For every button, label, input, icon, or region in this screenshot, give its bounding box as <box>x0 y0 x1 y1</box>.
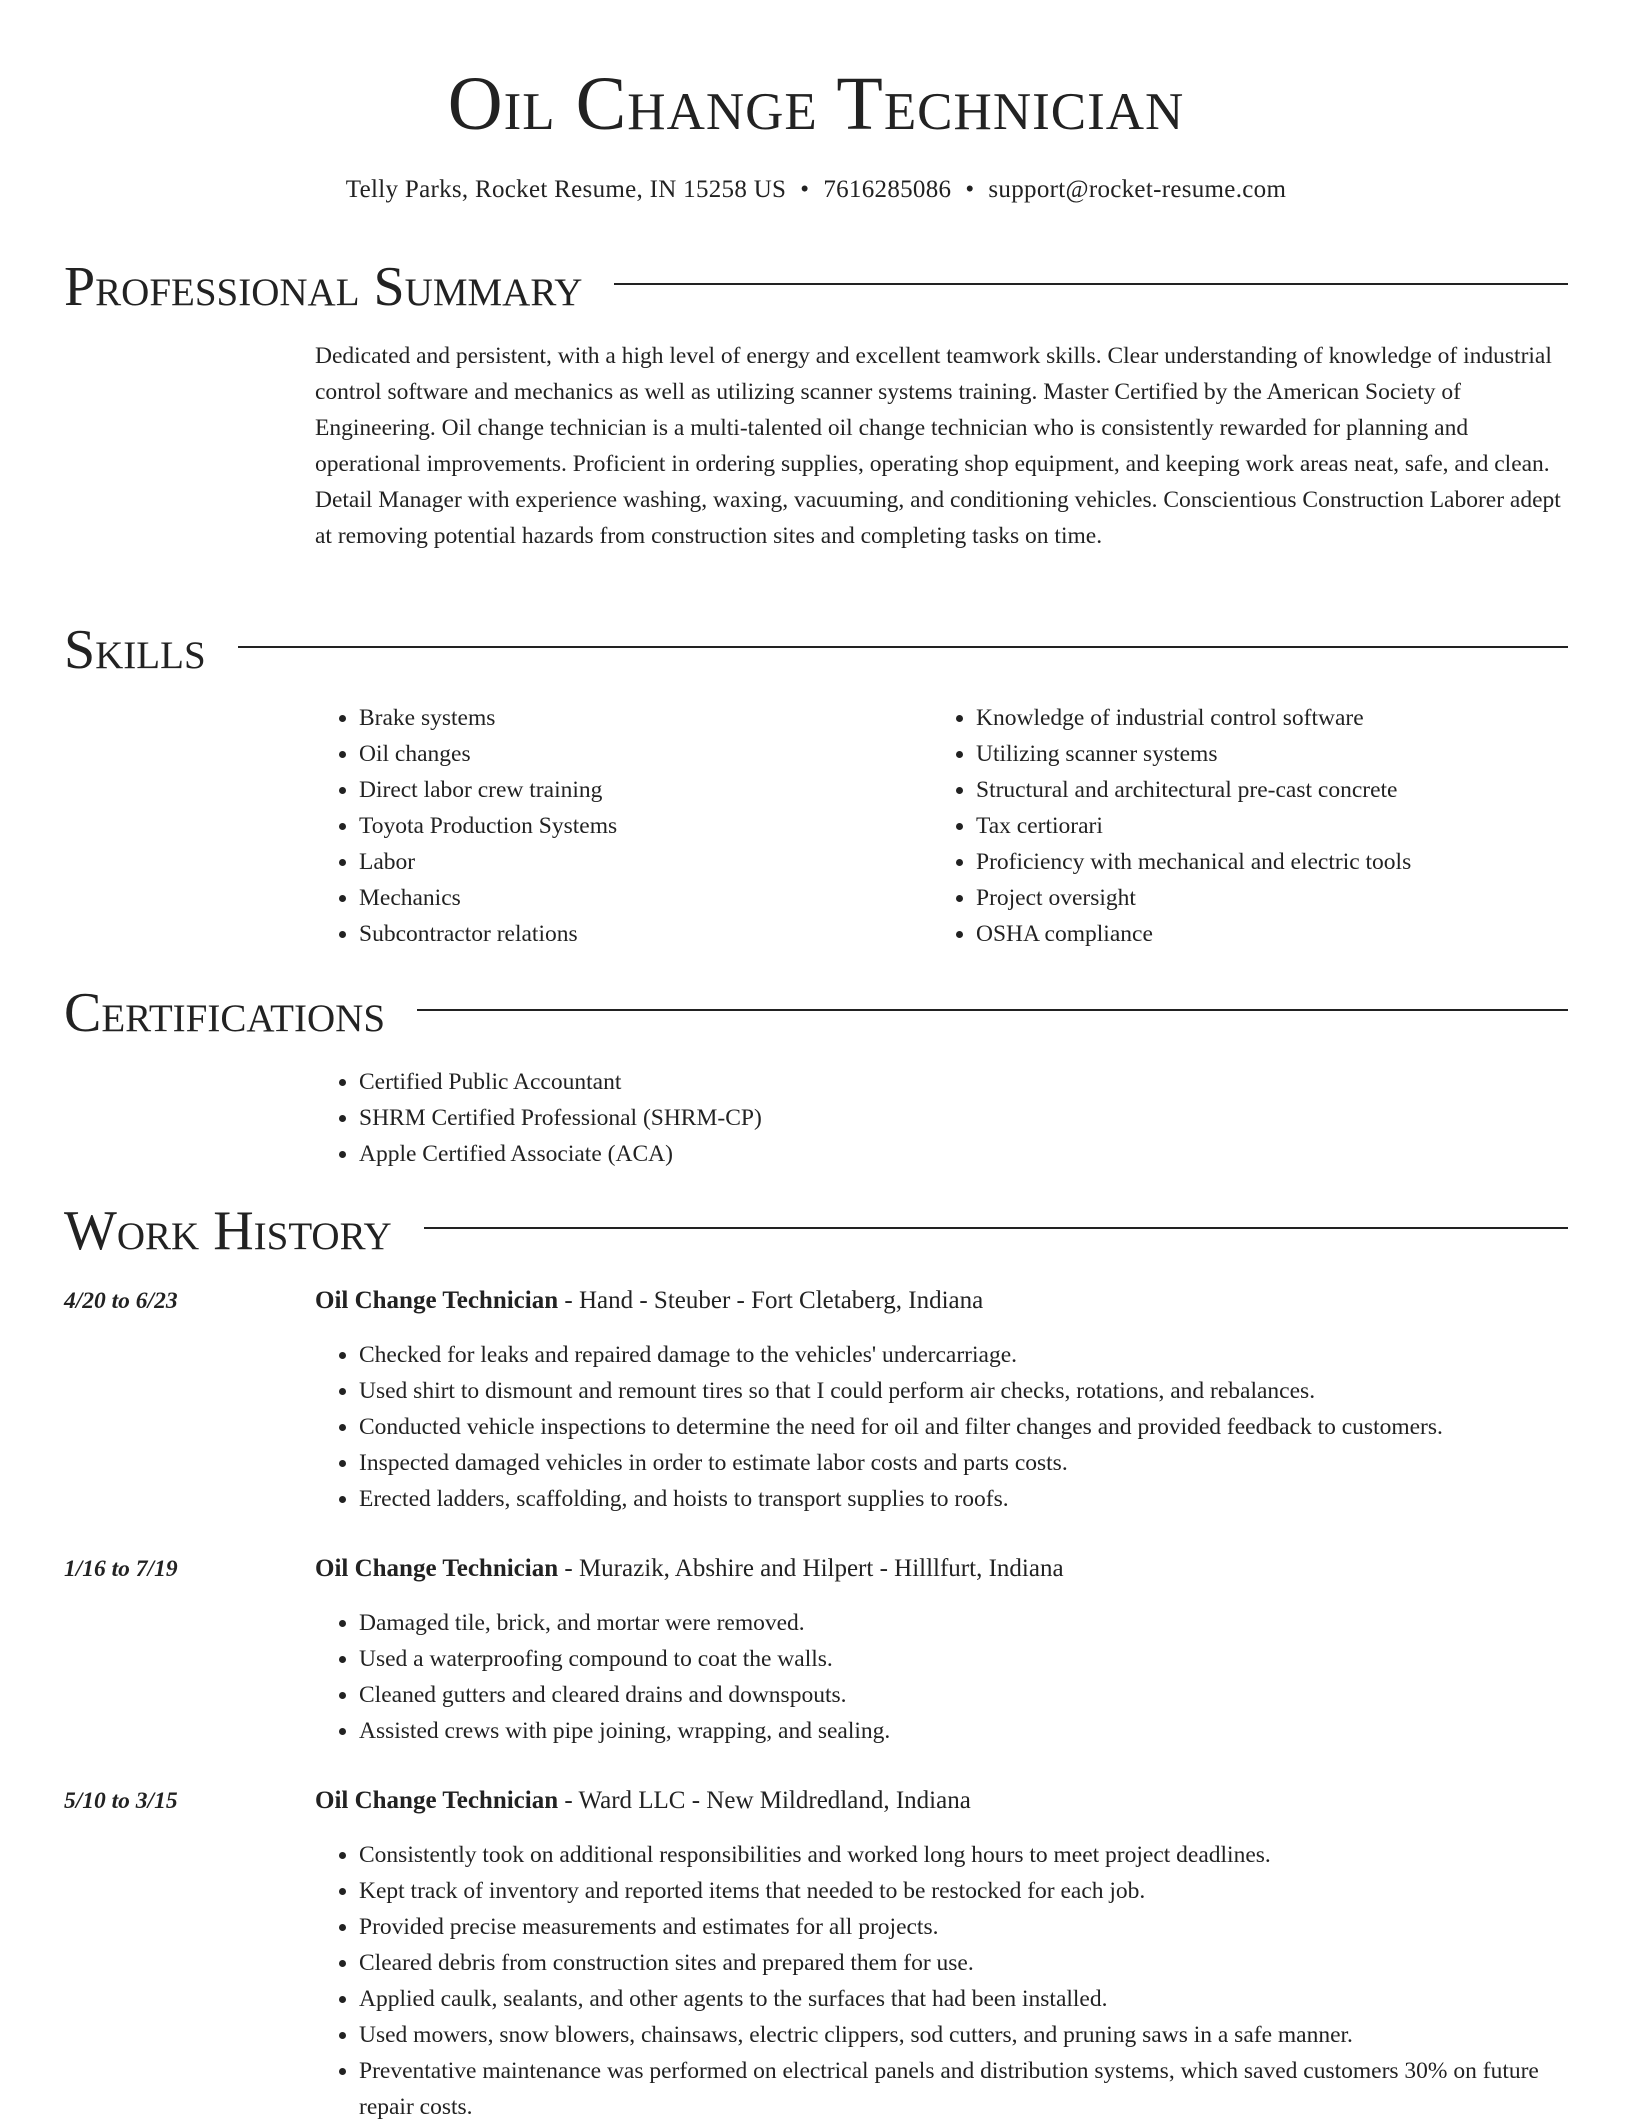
section-divider <box>424 1227 1568 1229</box>
section-divider <box>238 646 1568 648</box>
skills-right-list <box>932 700 1532 952</box>
job-role: Oil Change Technician <box>315 1555 559 1582</box>
job-bullet: • Used shirt to dismount and remount tires so that I could perform air checks, rotations, and rebalances. <box>359 1373 1568 1409</box>
skill-item: • OSHA compliance <box>976 916 1532 952</box>
skills-left-list <box>315 700 915 952</box>
job-bullet-list <box>315 1337 1568 1517</box>
skill-item: • Structural and architectural pre-cast concrete <box>976 772 1532 808</box>
contact-line <box>0 172 1632 208</box>
job-bullet: • Inspected damaged vehicles in order to estimate labor costs and parts costs. <box>359 1445 1568 1481</box>
job-dates: 5/10 to 3/15 <box>64 1788 178 1814</box>
skills-heading <box>64 618 1568 682</box>
section-divider <box>417 1009 1568 1011</box>
skill-item: • Direct labor crew training <box>359 772 915 808</box>
resume-name: Oil Change Technician <box>447 62 1185 146</box>
certifications-list <box>315 1064 1315 1172</box>
skill-item: • Oil changes <box>359 736 915 772</box>
job-bullet-list <box>315 1837 1568 2125</box>
job-dates: 4/20 to 6/23 <box>64 1288 178 1314</box>
job-bullet: • Checked for leaks and repaired damage to the vehicles' undercarriage. <box>359 1337 1568 1373</box>
job-title-line <box>315 1283 1568 1319</box>
summary-text: Dedicated and persistent, with a high level of energy and excellent teamwork skills. Clear understanding of knowledge of industrial control software and mechanics as well as utilizing scanner systems training. Master Certified by the American Society of Engineering. Oil change technician is a multi-talented oil change technician who is consistently rewarded for planning and operational improvements. Proficient in ordering supplies, operating shop equipment, and keeping work areas neat, safe, and clean. Detail Manager with experience washing, waxing, vacuuming, and conditioning vehicles. Conscientious Construction Laborer adept at removing potential hazards from construction sites and completing tasks on time. <box>315 343 1561 549</box>
job-role: Oil Change Technician <box>315 1287 559 1314</box>
section-title: Professional Summary <box>64 256 583 318</box>
job-bullet: • Conducted vehicle inspections to determine the need for oil and filter changes and provided feedback to customers. <box>359 1409 1568 1445</box>
skill-item: • Project oversight <box>976 880 1532 916</box>
certifications-column <box>315 1064 1315 1172</box>
job-bullet-list <box>315 1605 1568 1749</box>
job-bullet: • Erected ladders, scaffolding, and hoists to transport supplies to roofs. <box>359 1481 1568 1517</box>
contact-email: support@rocket-resume.com <box>988 176 1287 203</box>
skill-item: • Proficiency with mechanical and electric tools <box>976 844 1532 880</box>
job-bullet: • Preventative maintenance was performed on electrical panels and distribution systems, which saved customers 30% on future repair costs. <box>359 2053 1568 2125</box>
skill-item: • Utilizing scanner systems <box>976 736 1532 772</box>
job-bullets <box>315 1837 1568 2125</box>
job-bullet: • Used a waterproofing compound to coat the walls. <box>359 1641 1568 1677</box>
skills-right-column <box>932 700 1532 952</box>
job-employer: - Hand - Steuber - Fort Cletaberg, Indiana <box>558 1287 984 1314</box>
job-bullet: • Damaged tile, brick, and mortar were removed. <box>359 1605 1568 1641</box>
skills-left-column <box>315 700 915 952</box>
skill-item: • Knowledge of industrial control software <box>976 700 1532 736</box>
skill-item: • Labor <box>359 844 915 880</box>
contact-address: Telly Parks, Rocket Resume, IN 15258 US <box>345 176 787 203</box>
job-bullet: • Cleared debris from construction sites and prepared them for use. <box>359 1945 1568 1981</box>
job-title-line <box>315 1551 1568 1587</box>
job-employer: - Ward LLC - New Mildredland, Indiana <box>558 1787 971 1814</box>
job-bullet: • Kept track of inventory and reported items that needed to be restocked for each job. <box>359 1873 1568 1909</box>
section-divider <box>614 283 1568 285</box>
skill-item: • Brake systems <box>359 700 915 736</box>
skill-item: • Subcontractor relations <box>359 916 915 952</box>
job-bullet: • Assisted crews with pipe joining, wrapping, and sealing. <box>359 1713 1568 1749</box>
job-bullet: • Used mowers, snow blowers, chainsaws, electric clippers, sod cutters, and pruning saws in a safe manner. <box>359 2017 1568 2053</box>
job-role: Oil Change Technician <box>315 1787 559 1814</box>
job-bullet: • Applied caulk, sealants, and other agents to the surfaces that had been installed. <box>359 1981 1568 2017</box>
skill-item: • Mechanics <box>359 880 915 916</box>
job-bullets <box>315 1605 1568 1749</box>
job-bullet: • Consistently took on additional responsibilities and worked long hours to meet project deadlines. <box>359 1837 1568 1873</box>
section-title: Skills <box>64 619 206 681</box>
skill-item: • Toyota Production Systems <box>359 808 915 844</box>
summary-heading <box>64 255 1568 319</box>
job-title-line <box>315 1783 1568 1819</box>
job-dates: 1/16 to 7/19 <box>64 1556 178 1582</box>
work-history-heading <box>64 1199 1568 1263</box>
contact-separator: • <box>800 176 810 203</box>
certifications-heading <box>64 981 1568 1045</box>
job-bullet: • Cleaned gutters and cleared drains and downspouts. <box>359 1677 1568 1713</box>
skill-item: • Tax certiorari <box>976 808 1532 844</box>
section-title: Certifications <box>64 982 386 1044</box>
certification-item: • SHRM Certified Professional (SHRM-CP) <box>359 1100 1315 1136</box>
job-bullets <box>315 1337 1568 1517</box>
section-title: Work History <box>64 1200 392 1262</box>
contact-separator: • <box>965 176 975 203</box>
certification-item: • Certified Public Accountant <box>359 1064 1315 1100</box>
certification-item: • Apple Certified Associate (ACA) <box>359 1136 1315 1172</box>
job-employer: - Murazik, Abshire and Hilpert - Hilllfurt, Indiana <box>558 1555 1064 1582</box>
contact-phone: 7616285086 <box>823 176 952 203</box>
job-bullet: • Provided precise measurements and estimates for all projects. <box>359 1909 1568 1945</box>
